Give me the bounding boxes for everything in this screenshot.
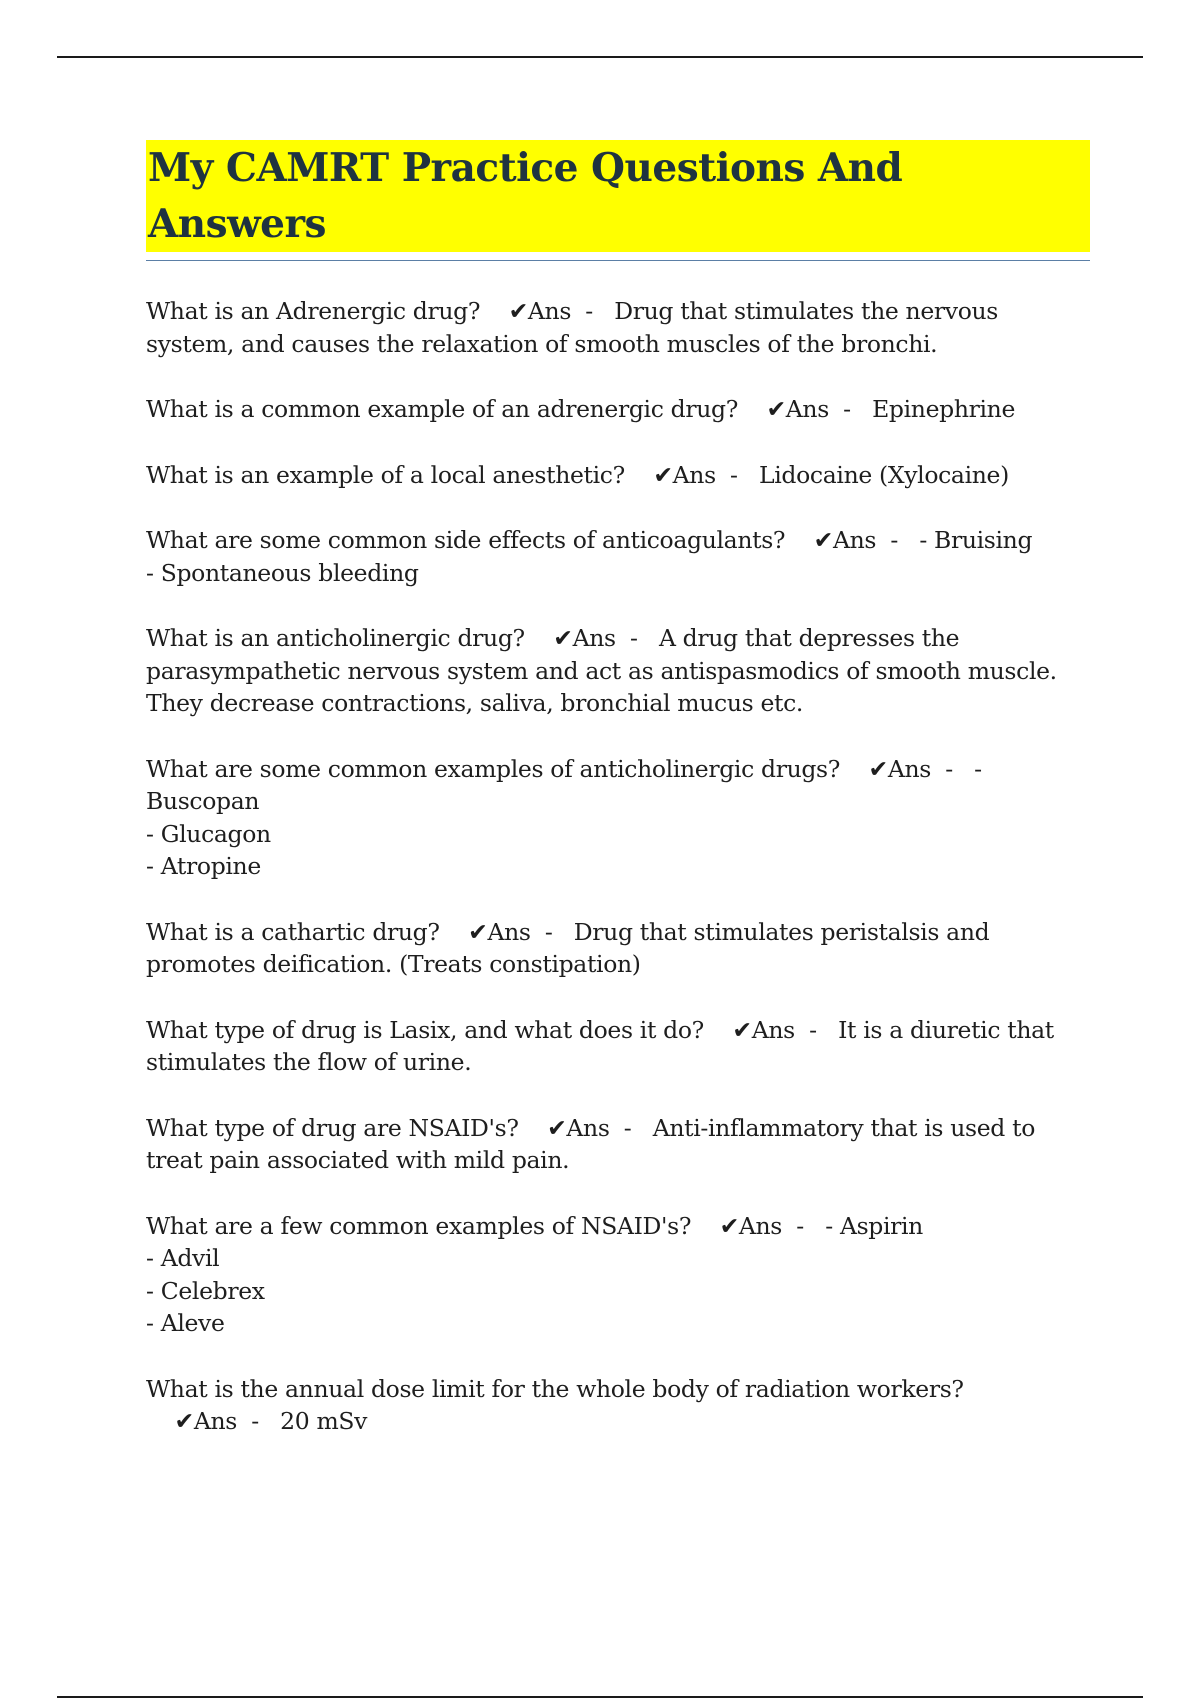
qa-item: What are some common side effects of anticoagulants? ✔Ans - - Bruising - Spontaneous bleeding: [146, 526, 1033, 587]
answer-marker: ✔Ans: [653, 460, 716, 489]
top-rule: [57, 56, 1143, 58]
question-text: What is the annual dose limit for the whole body of radiation workers?: [146, 1374, 964, 1403]
question-text: What are some common side effects of anticoagulants?: [146, 526, 786, 554]
answer-marker: ✔Ans: [719, 1211, 783, 1240]
answer-text: Drug that stimulates the nervous system, and causes the relaxation of smooth muscles of the bronchi.: [146, 297, 998, 358]
qa-item: What is a common example of an adrenergic drug? ✔Ans - Epinephrine: [146, 395, 1016, 423]
answer-marker: ✔Ans: [508, 297, 572, 325]
question-text: What is a common example of an adrenergic drug?: [146, 395, 738, 423]
answer-line: - Buscopan: [146, 754, 982, 815]
answer-marker: ✔Ans: [547, 1113, 610, 1142]
answer-text: A drug that depresses the parasympathetic nervous system and act as antispasmodics of smooth muscle. They decrease contractions, saliva, bronchial mucus etc.: [146, 624, 1057, 717]
qa-item: What is an example of a local anesthetic? ✔Ans - Lidocaine (Xylocaine): [146, 460, 1009, 489]
answer-line: - Aspirin: [825, 1211, 923, 1240]
answer-line: - Advil: [146, 1244, 220, 1272]
qa-item: What is an anticholinergic drug? ✔Ans - A drug that depresses the parasympathetic nervous system and act as antispasmodics of smooth muscle. They decrease contractions, saliva, bronchial mucus etc.: [146, 624, 1057, 717]
answer-marker: ✔Ans: [813, 526, 877, 554]
answer-line: - Aleve: [146, 1309, 225, 1337]
qa-item: What is a cathartic drug? ✔Ans - Drug that stimulates peristalsis and promotes deification. (Treats constipation): [146, 917, 990, 978]
qa-list: [146, 295, 1090, 1438]
qa-item: What type of drug is Lasix, and what does it do? ✔Ans - It is a diuretic that stimulates the flow of urine.: [146, 1015, 1054, 1076]
question-text: What are some common examples of anticholinergic drugs?: [146, 754, 841, 783]
document-body: [146, 140, 1090, 1471]
question-text: What is an Adrenergic drug?: [146, 297, 481, 325]
answer-marker: ✔Ans: [468, 917, 531, 946]
answer-line: - Celebrex: [146, 1276, 265, 1305]
qa-item: What is the annual dose limit for the whole body of radiation workers? ✔Ans - 20 mSv: [146, 1374, 964, 1435]
page-title: My CAMRT Practice Questions And Answers: [146, 140, 1090, 252]
question-text: What type of drug are NSAID's?: [146, 1113, 519, 1142]
question-text: What is a cathartic drug?: [146, 917, 440, 946]
qa-item: What are some common examples of anticholinergic drugs? ✔Ans - - Buscopan - Glucagon - Atropine: [146, 754, 982, 880]
answer-marker: ✔Ans: [174, 1407, 237, 1435]
question-text: What are a few common examples of NSAID's?: [146, 1211, 692, 1240]
answer-text: Drug that stimulates peristalsis and promotes deification. (Treats constipation): [146, 917, 990, 978]
answer-marker: ✔Ans: [553, 624, 616, 652]
qa-item: What are a few common examples of NSAID's? ✔Ans - - Aspirin - Advil - Celebrex - Aleve: [146, 1211, 923, 1337]
question-text: What is an example of a local anesthetic?: [146, 460, 625, 489]
answer-text: 20 mSv: [280, 1407, 368, 1435]
answer-marker: ✔Ans: [766, 395, 829, 423]
qa-item: What is an Adrenergic drug? ✔Ans - Drug that stimulates the nervous system, and causes the relaxation of smooth muscles of the bronchi.: [146, 297, 998, 358]
answer-text: Anti-inflammatory that is used to treat pain associated with mild pain.: [146, 1113, 1035, 1174]
bottom-rule: [57, 1696, 1143, 1698]
question-text: What is an anticholinergic drug?: [146, 624, 525, 652]
answer-marker: ✔Ans: [868, 754, 931, 783]
answer-line: - Spontaneous bleeding: [146, 558, 419, 587]
answer-marker: ✔Ans: [732, 1015, 795, 1044]
answer-text: Lidocaine (Xylocaine): [759, 460, 1009, 489]
answer-line: - Bruising: [919, 526, 1033, 554]
answer-line: - Glucagon: [146, 819, 271, 848]
answer-text: It is a diuretic that stimulates the flow of urine.: [146, 1015, 1054, 1076]
title-block: [146, 140, 1090, 261]
qa-item: What type of drug are NSAID's? ✔Ans - Anti-inflammatory that is used to treat pain associated with mild pain.: [146, 1113, 1035, 1174]
question-text: What type of drug is Lasix, and what does it do?: [146, 1015, 704, 1044]
answer-line: - Atropine: [146, 852, 261, 880]
answer-text: Epinephrine: [872, 395, 1016, 423]
